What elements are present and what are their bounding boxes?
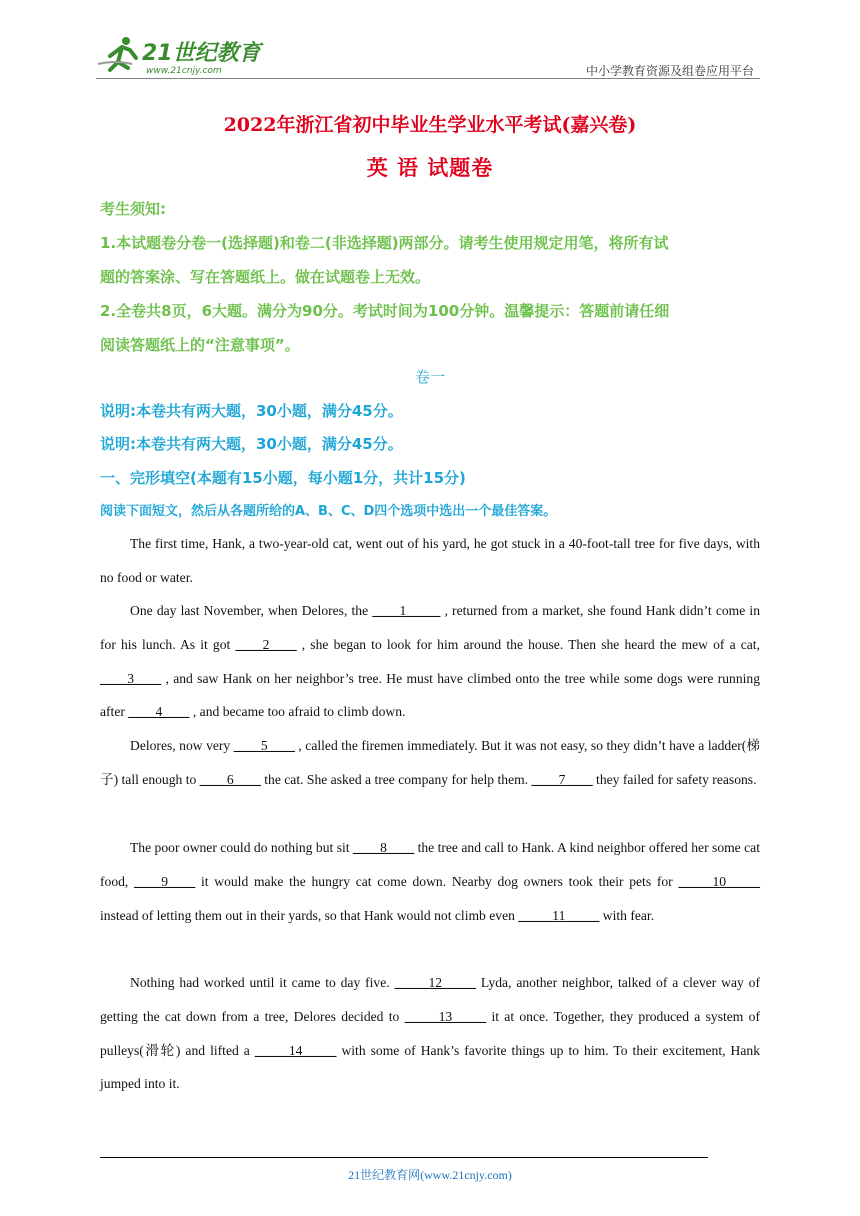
passage-text: the cat. She asked a tree company for help them.	[260, 771, 532, 787]
notice-item-2-line-2: 阅读答题纸上的“注意事项”。	[100, 336, 300, 354]
runner-icon	[98, 37, 136, 70]
footer-site-link[interactable]: 21世纪教育网(www.21cnjy.com)	[348, 1168, 512, 1182]
passage-text: they failed for safety reasons.	[592, 771, 757, 787]
blank-10: _____10_____	[678, 873, 761, 889]
page-header	[96, 34, 760, 78]
header-divider	[96, 78, 760, 79]
passage-text: the tree and call to Hank. A kind neighbor offered her some cat food,	[100, 840, 760, 889]
exam-subtitle: 英 语 试题卷	[366, 155, 494, 180]
notice-heading: 考生须知:	[100, 200, 166, 218]
part-title: 一、完形填空(本题有15小题，每小题1分，共计15分)	[100, 469, 466, 487]
volume-description: 说明:本卷共有两大题，30小题，满分45分。	[100, 402, 403, 420]
passage-paragraph-2	[100, 594, 760, 729]
passage-text: , she began to look for him around the house. Then she heard the mew of a cat,	[296, 636, 760, 652]
volume-description-repeat: 说明:本卷共有两大题，30小题，满分45分。	[100, 435, 403, 453]
passage-paragraph-5	[100, 966, 760, 1101]
passage-text: The poor owner could do nothing but sit	[130, 840, 353, 855]
passage-text: it at once. Together, they produced a system of pulleys(滑轮) and lifted a	[100, 1008, 760, 1058]
passage-text: , called the firemen immediately. But it was not easy, so they didn’t have a ladder(梯子) tall enough to	[100, 738, 761, 787]
logo	[96, 34, 266, 76]
exam-title: 2022年浙江省初中毕业生学业水平考试(嘉兴卷)	[223, 114, 637, 136]
platform-label: 中小学教育资源及组卷应用平台	[585, 64, 754, 78]
passage-text: it would make the hungry cat come down. Nearby dog owners took their pets for	[195, 873, 679, 889]
blank-13: _____13_____	[404, 1008, 487, 1024]
passage-text: The first time, Hank, a two-year-old cat, went out of his yard, he got stuck in a 40-foot-tall tree for five days, with no food or water.	[100, 536, 760, 585]
logo-text: 21世纪教育	[142, 41, 261, 66]
passage-text: with some of Hank’s favorite things up to him. To their excitement, Hank jumped into it.	[100, 1042, 760, 1092]
blank-3: ____3____	[100, 670, 162, 686]
notice-item-1-line-2: 题的答案涂、写在答题纸上。做在试题卷上无效。	[100, 268, 431, 286]
blank-12: _____12_____	[394, 975, 477, 990]
passage-text: with fear.	[599, 907, 655, 923]
passage-text: One day last November, when Delores, the	[130, 603, 373, 618]
passage-paragraph-4	[100, 831, 760, 932]
blank-7: ____7____	[531, 771, 593, 787]
passage-paragraph-1	[100, 527, 760, 595]
blank-5: ____5____	[233, 738, 295, 753]
passage-text: instead of letting them out in their yards, so that Hank would not climb even	[100, 907, 519, 923]
passage-text: , and saw Hank on her neighbor’s tree. He must have climbed onto the tree while some dogs were running after	[100, 670, 760, 720]
passage-text: , returned from a market, she found Hank didn’t come in for his lunch. As it got	[100, 603, 760, 652]
notice-block	[100, 192, 764, 362]
blank-2: ____2____	[235, 636, 297, 652]
blank-4: ____4____	[128, 704, 190, 720]
blank-1: ____1_____	[372, 603, 441, 618]
blank-9: ____9____	[134, 873, 196, 889]
passage-text: , and became too afraid to climb down.	[189, 704, 406, 720]
passage-text: Delores, now very	[130, 738, 234, 753]
logo-url: www.21cnjy.com	[146, 66, 222, 76]
blank-11: _____11_____	[518, 907, 600, 923]
part-instruction: 阅读下面短文，然后从各题所给的A、B、C、D四个选项中选出一个最佳答案。	[100, 504, 557, 519]
blank-6: ____6____	[199, 771, 261, 787]
passage-paragraph-3	[100, 729, 760, 797]
blank-8: ____8____	[352, 840, 415, 855]
passage-text: Nothing had worked until it came to day five.	[130, 975, 395, 990]
passage-text: Lyda, another neighbor, talked of a clever way of getting the cat down from a tree, Delores decided to	[100, 975, 760, 1024]
notice-item-2-line-1: 2.全卷共8页，6大题。满分为90分。考试时间为100分钟。温馨提示：答题前请任细	[100, 302, 670, 320]
footer-divider	[100, 1157, 708, 1158]
volume-label: 卷一	[414, 368, 445, 386]
blank-14: _____14_____	[254, 1042, 337, 1058]
notice-item-1-line-1: 1.本试题卷分卷一(选择题)和卷二(非选择题)两部分。请考生使用规定用笔，将所有试	[100, 234, 669, 252]
